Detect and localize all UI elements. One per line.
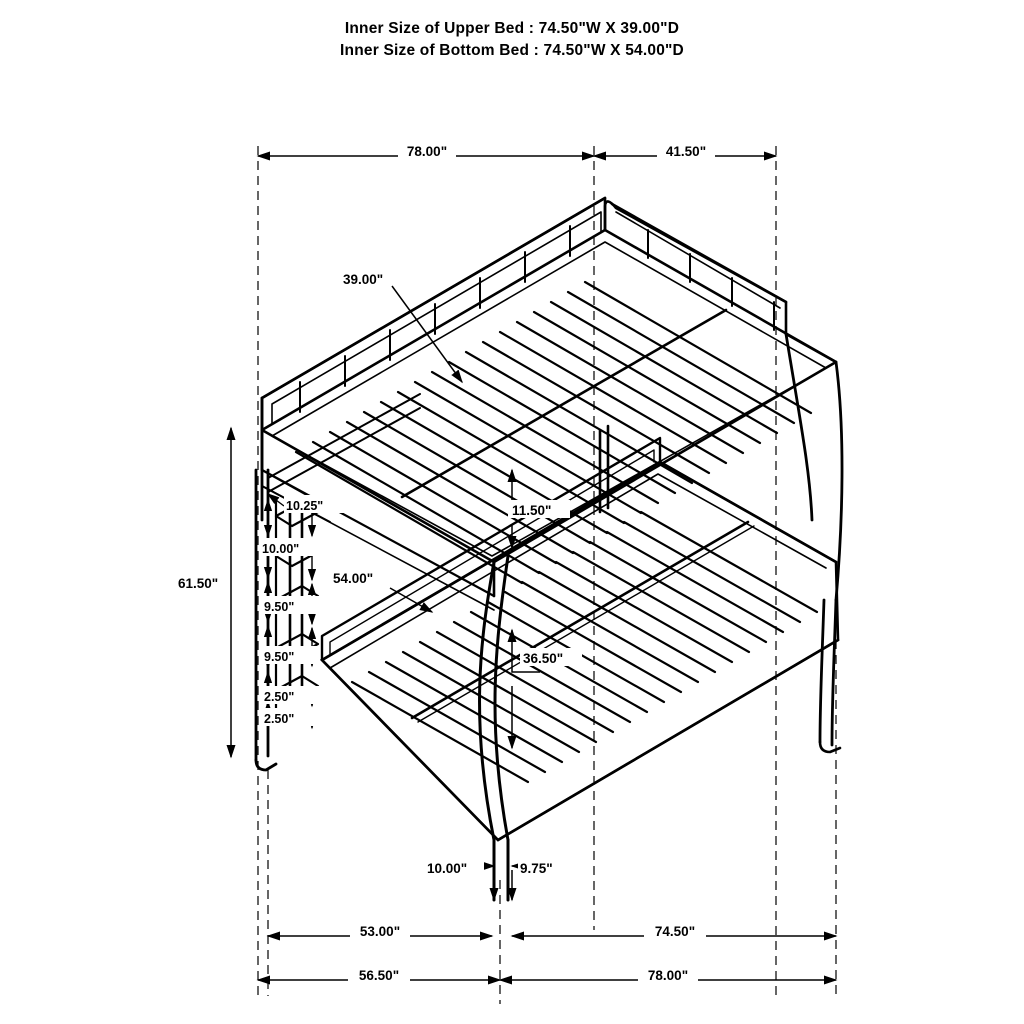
bottom-bed-inner-size-label: Inner Size of Bottom Bed : 74.50"W X 54.00"D xyxy=(340,42,684,59)
dim-foot-offset-right: 9.75" xyxy=(520,861,553,876)
dim-ladder-step-5: 2.50" xyxy=(264,690,295,704)
dim-lower-clearance: 36.50" xyxy=(523,651,564,666)
dim-bottom-bed-depth: 54.00" xyxy=(333,571,374,586)
dim-ladder-step-3: 9.50" xyxy=(264,600,295,614)
bed-frame-drawing xyxy=(256,198,842,900)
dim-bottom-right-span: 74.50" xyxy=(654,924,696,939)
dim-ladder-step-6: 2.50" xyxy=(264,712,295,726)
dim-foot-offset-left: 10.00" xyxy=(427,861,468,876)
dim-ladder-step-4: 9.50" xyxy=(264,650,295,664)
dim-top-left-span: 78.00" xyxy=(406,144,448,159)
dim-base-right-span: 78.00" xyxy=(647,968,689,983)
dim-overall-height: 61.50" xyxy=(178,576,219,591)
dim-base-left-span: 56.50" xyxy=(358,968,400,983)
upper-bed-inner-size-label: Inner Size of Upper Bed : 74.50"W X 39.00"D xyxy=(344,20,680,37)
dim-ladder-step-1: 10.25" xyxy=(286,499,324,513)
dim-bottom-left-span: 53.00" xyxy=(359,924,401,939)
dim-ladder-step-2: 10.00" xyxy=(262,542,300,556)
dim-top-right-span: 41.50" xyxy=(665,144,707,159)
dim-guard-rail-height: 11.50" xyxy=(512,503,552,518)
dim-upper-bed-depth: 39.00" xyxy=(343,272,384,287)
